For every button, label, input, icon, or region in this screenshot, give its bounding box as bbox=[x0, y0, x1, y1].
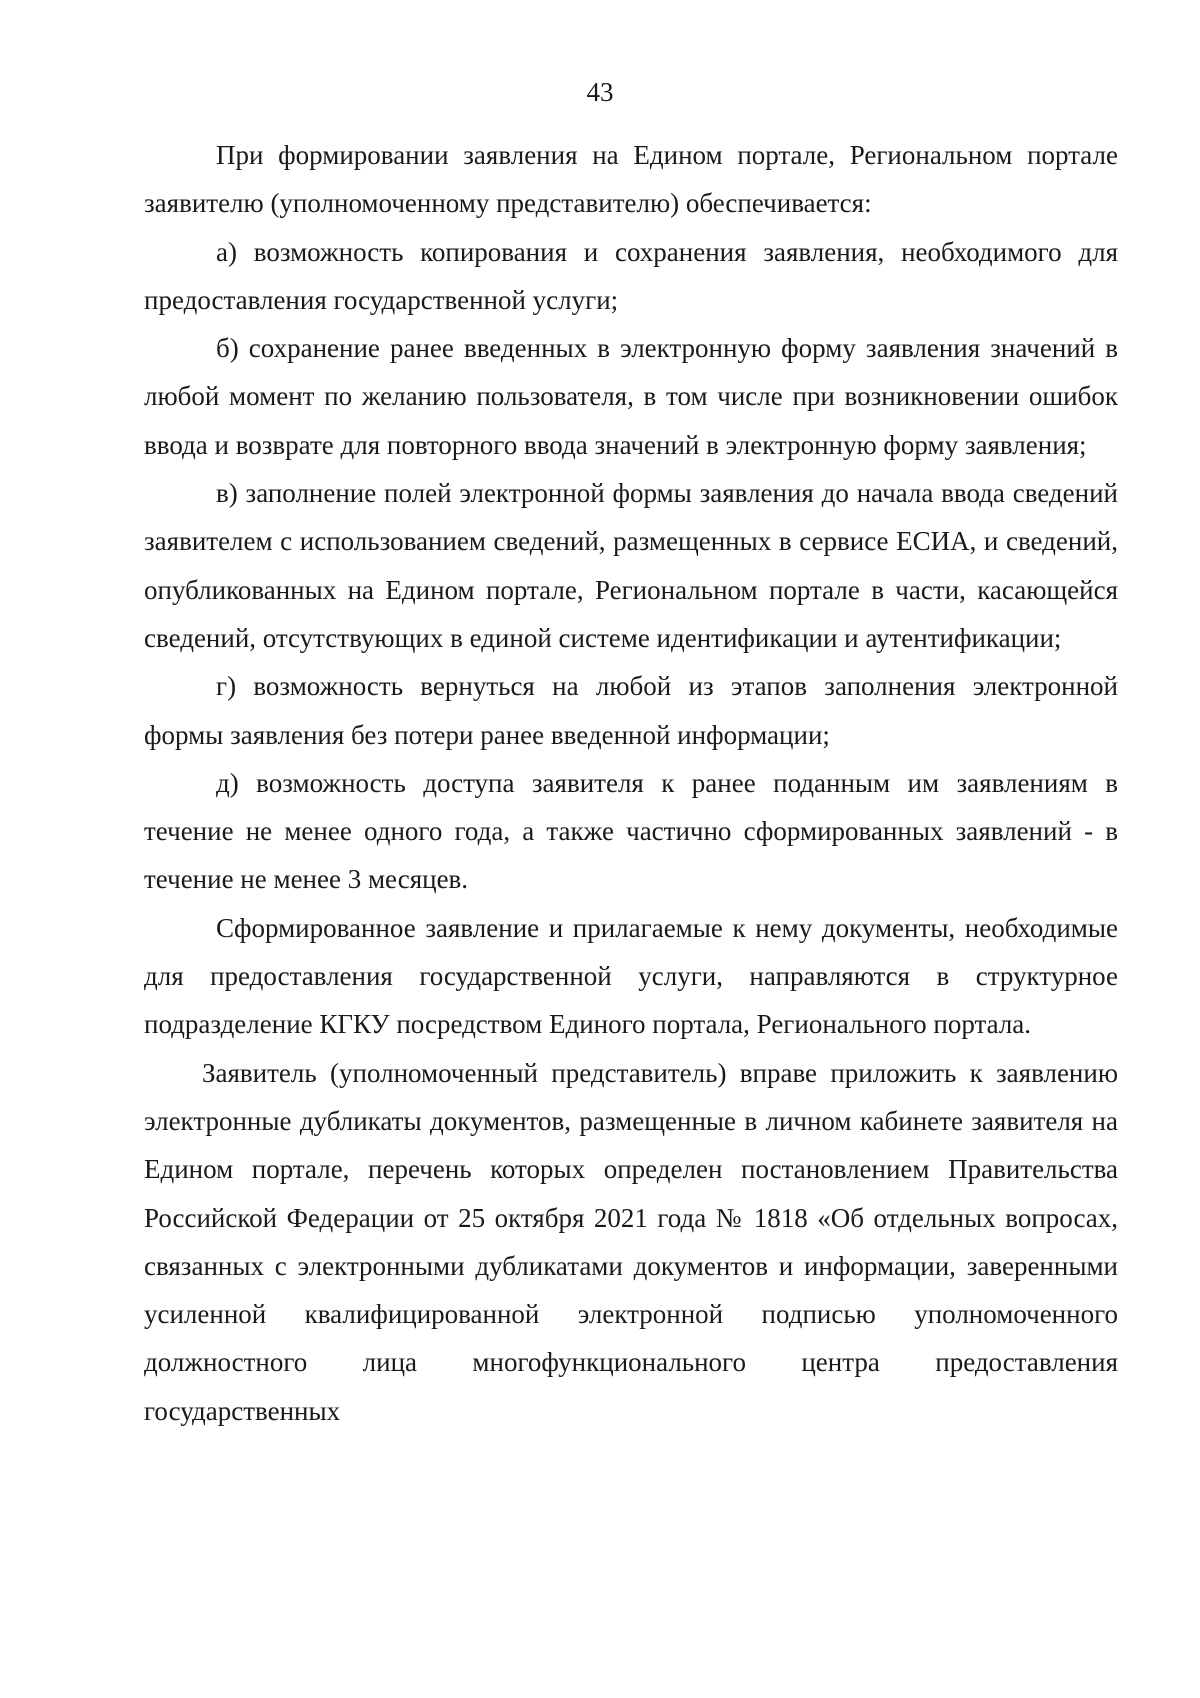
paragraph-item-g: г) возможность вернуться на любой из этапов заполнения электронной формы заявления без потери ранее введенной информации; bbox=[144, 671, 1118, 750]
paragraph-item-d: д) возможность доступа заявителя к ранее поданным им заявлениям в течение не менее одного года, а также частично сформированных заявлений - в течение не менее 3 месяцев. bbox=[144, 767, 1118, 895]
paragraph-item-a: а) возможность копирования и сохранения заявления, необходимого для предоставления государственной услуги; bbox=[144, 236, 1118, 315]
paragraph-item-v: в) заполнение полей электронной формы заявления до начала ввода сведений заявителем с использованием сведений, размещенных в сервисе ЕСИА, и сведений, опубликованных на Едином портале, Региональном портале в части, касающейся сведений, отсутствующих в единой системе идентификации и аутентификации; bbox=[144, 478, 1118, 653]
paragraph-duplicates: Заявитель (уполномоченный представитель) вправе приложить к заявлению электронные дубликаты документов, размещенные в личном кабинете заявителя на Едином портале, перечень которых определен постановлением Правительства Российской Федерации от 25 октября 2021 года № 1818 «Об отдельных вопросах, связанных с электронными дубликатами документов и информации, заверенными усиленной квалифицированной электронной подписью уполномоченного должностного лица многофункционального центра предоставления государственных bbox=[144, 1057, 1118, 1426]
document-body bbox=[144, 131, 1118, 1435]
paragraph-intro: При формировании заявления на Едином портале, Региональном портале заявителю (уполномоченному представителю) обеспечивается: bbox=[144, 140, 1118, 219]
page-number: 43 bbox=[586, 77, 614, 107]
paragraph-submission: Сформированное заявление и прилагаемые к нему документы, необходимые для предоставления государственной услуги, направляются в структурное подразделение КГКУ посредством Единого портала, Регионального портала. bbox=[144, 912, 1118, 1040]
paragraph-item-b: б) сохранение ранее введенных в электронную форму заявления значений в любой момент по желанию пользователя, в том числе при возникновении ошибок ввода и возврате для повторного ввода значений в электронную форму заявления; bbox=[144, 333, 1118, 460]
